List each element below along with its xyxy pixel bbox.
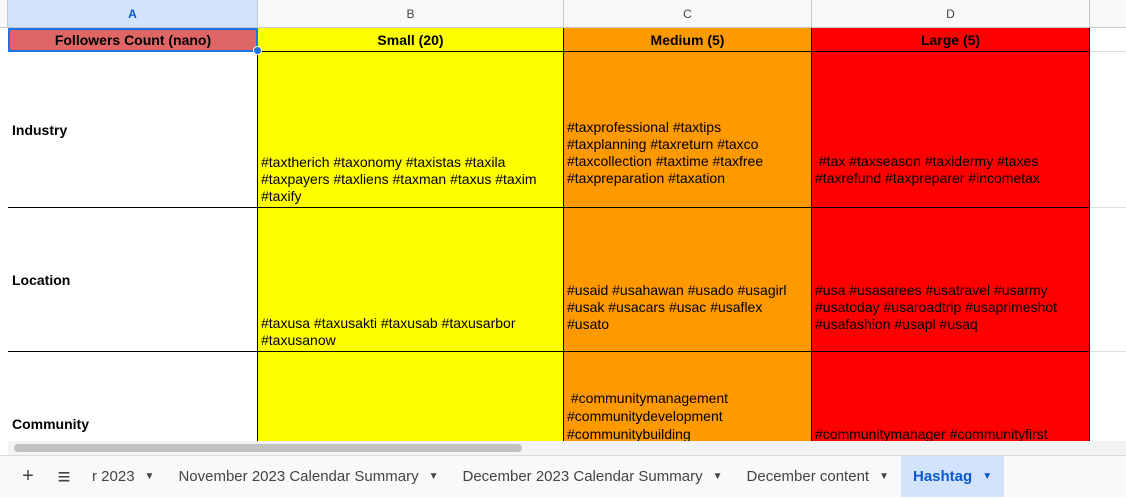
cell-b4-community-small[interactable] bbox=[258, 352, 564, 441]
sheet-tab-december-summary[interactable] bbox=[450, 456, 734, 497]
select-all-corner[interactable] bbox=[0, 0, 8, 28]
cell-line: #taxcollection #taxtime #taxfree bbox=[567, 153, 764, 169]
cell-b1-small[interactable]: Small (20) bbox=[258, 28, 564, 52]
cell-line: #communitybuilding bbox=[567, 426, 691, 441]
cell-c3-location-medium[interactable] bbox=[564, 208, 812, 352]
cell-line: #taxplanning #taxreturn #taxco bbox=[567, 136, 759, 152]
sheet-tab-december-content[interactable] bbox=[735, 456, 901, 497]
cell-line: #communitydevelopment bbox=[567, 408, 723, 424]
cell-line: #taxpayers #taxliens #taxman #taxus #taxim bbox=[261, 171, 537, 187]
tab-label: r 2023 bbox=[92, 468, 135, 485]
cell-line: #usato bbox=[567, 316, 610, 332]
cell-b3-location-small[interactable] bbox=[258, 208, 564, 352]
tab-label: Hashtag bbox=[913, 468, 973, 485]
cell-e1[interactable] bbox=[1090, 28, 1126, 52]
column-header-b[interactable]: B bbox=[258, 0, 564, 28]
cell-line: #taxtherich #taxonomy #taxistas #taxila bbox=[261, 154, 506, 170]
sheet-tab-partial[interactable] bbox=[82, 456, 166, 497]
cell-c2-industry-medium[interactable] bbox=[564, 52, 812, 208]
cell-line: #taxrefund #taxpreparer #incometax bbox=[815, 170, 1040, 186]
chevron-down-icon[interactable]: ▼ bbox=[428, 471, 439, 482]
chevron-down-icon[interactable]: ▼ bbox=[712, 471, 723, 482]
cell-line: #usaid #usahawan #usado #usagirl bbox=[567, 282, 787, 298]
sheet-tab-hashtag[interactable] bbox=[901, 456, 1004, 497]
cell-e4[interactable] bbox=[1090, 352, 1126, 441]
cell-line: #usatoday #usaroadtrip #usaprimeshot bbox=[815, 299, 1058, 315]
cell-c1-medium[interactable]: Medium (5) bbox=[564, 28, 812, 52]
cell-line: #usafashion #usapl #usaq bbox=[815, 316, 978, 332]
cell-line: #taxusa #taxusakti #taxusab #taxusarbor bbox=[261, 315, 516, 331]
chevron-down-icon[interactable]: ▼ bbox=[879, 471, 889, 482]
cell-a1-followers-count[interactable]: Followers Count (nano) bbox=[8, 28, 258, 52]
tab-label: December content bbox=[746, 468, 870, 485]
cell-line: #tax #taxseason #taxidermy #taxes bbox=[815, 153, 1039, 169]
row-label: Community bbox=[12, 416, 89, 432]
hamburger-menu-icon[interactable]: ≡ bbox=[57, 463, 71, 489]
tab-label: November 2023 Calendar Summary bbox=[178, 468, 419, 485]
cell-c4-community-medium[interactable] bbox=[564, 352, 812, 441]
column-header-d[interactable]: D bbox=[812, 0, 1090, 28]
cell-line: #taxpreparation #taxation bbox=[567, 170, 725, 186]
cell-line: #usak #usacars #usac #usaflex bbox=[567, 299, 763, 315]
cell-line: #communitymanager #communityfirst bbox=[815, 426, 1048, 441]
cell-line: #taxprofessional #taxtips bbox=[567, 119, 722, 135]
column-header-a[interactable]: A bbox=[8, 0, 258, 28]
tab-label: December 2023 Calendar Summary bbox=[462, 468, 703, 485]
cell-d4-community-large[interactable] bbox=[812, 352, 1090, 441]
chevron-down-icon[interactable]: ▼ bbox=[982, 471, 993, 482]
cell-d2-industry-large[interactable] bbox=[812, 52, 1090, 208]
cell-line: #communitymanagement bbox=[567, 390, 729, 406]
horizontal-scrollbar[interactable] bbox=[8, 441, 1126, 455]
selection-fill-handle[interactable] bbox=[253, 46, 262, 55]
cell-a3-location[interactable]: Location bbox=[8, 208, 258, 352]
plus-icon[interactable]: + bbox=[22, 465, 34, 487]
cell-line: #usa #usasarees #usatravel #usarmy bbox=[815, 282, 1048, 298]
cell-b2-industry-small[interactable] bbox=[258, 52, 564, 208]
cell-line: #taxusanow bbox=[261, 332, 336, 348]
column-header-c[interactable]: C bbox=[564, 0, 812, 28]
cell-d1-large[interactable]: Large (5) bbox=[812, 28, 1090, 52]
sheet-tab-november-summary[interactable] bbox=[166, 456, 450, 497]
cell-line: #taxify bbox=[261, 188, 302, 204]
scrollbar-thumb[interactable] bbox=[14, 444, 522, 452]
cell-a4-community[interactable] bbox=[8, 352, 258, 441]
sheet-tabs-bar bbox=[0, 455, 1126, 497]
cell-e3[interactable] bbox=[1090, 208, 1126, 352]
cell-a2-industry[interactable]: Industry bbox=[8, 52, 258, 208]
chevron-down-icon[interactable]: ▼ bbox=[144, 471, 155, 482]
cell-e2[interactable] bbox=[1090, 52, 1126, 208]
column-header-e[interactable] bbox=[1090, 0, 1126, 28]
cell-d3-location-large[interactable] bbox=[812, 208, 1090, 352]
